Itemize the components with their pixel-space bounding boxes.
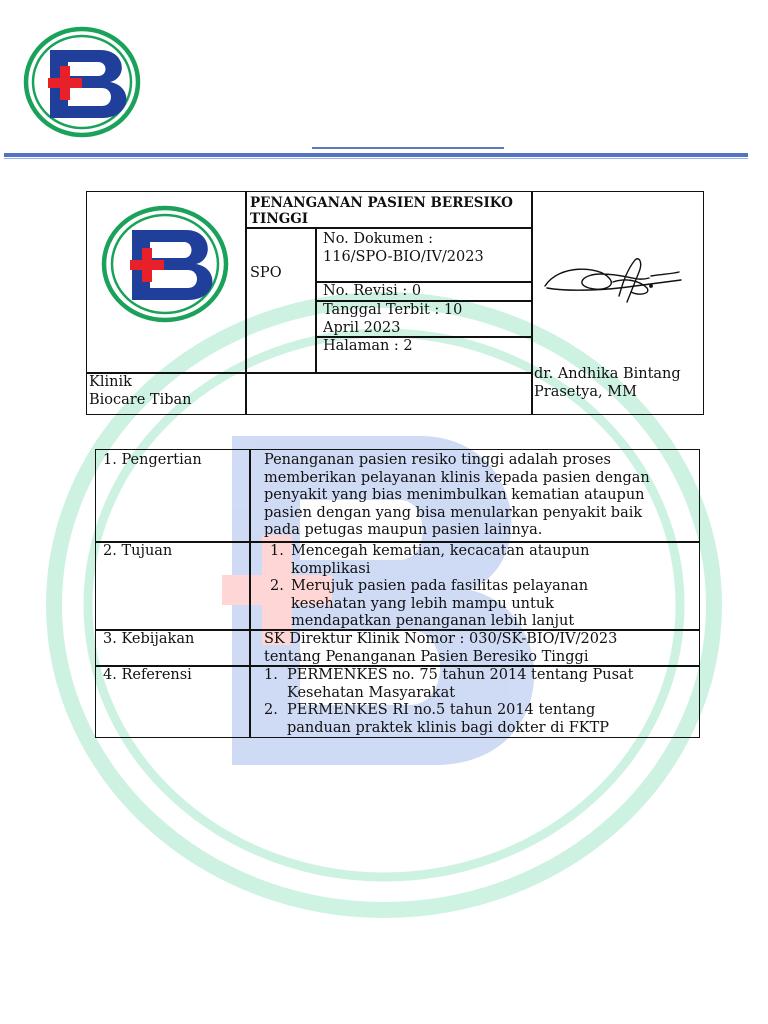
- page-number: Halaman : 2: [323, 338, 413, 354]
- list-item-number: 2.: [270, 578, 284, 594]
- clinic-name: Klinik Biocare Tiban: [89, 374, 192, 408]
- list-item-number: 1.: [264, 667, 278, 683]
- sop-content-table: [95, 449, 700, 738]
- section-label-tujuan: 2. Tujuan: [103, 543, 173, 559]
- header-rule-short: [312, 147, 504, 149]
- list-item-text: PERMENKES no. 75 tahun 2014 tentang Pusat Kesehatan Masyarakat: [287, 667, 634, 701]
- list-item-number: 1.: [270, 543, 284, 559]
- clinic-logo-icon: [100, 204, 230, 324]
- revision-number: No. Revisi : 0: [323, 283, 422, 299]
- doc-number: No. Dokumen : 116/SPO-BIO/IV/2023: [323, 231, 484, 265]
- header-rule-thin: [4, 158, 748, 159]
- section-text-kebijakan: SK Direktur Klinik Nomor : 030/SK-BIO/IV/2023 tentang Penanganan Pasien Beresiko Tinggi: [264, 631, 618, 665]
- list-item-text: Mencegah kematian, kecacatan ataupun komplikasi: [291, 543, 590, 577]
- list-item-text: PERMENKES RI no.5 tahun 2014 tentang panduan praktek klinis bagi dokter di FKTP: [287, 702, 610, 736]
- section-label-kebijakan: 3. Kebijakan: [103, 631, 195, 647]
- signatory-name: dr. Andhika Bintang Prasetya, MM: [534, 366, 681, 400]
- section-text-pengertian: Penanganan pasien resiko tinggi adalah proses memberikan pelayanan klinis kepada pasien dengan penyakit yang bias menimbulkan kematian ataupun pasien dengan yang bisa menularkan penyakit baik pada petugas maupun pasien lainnya.: [264, 452, 650, 538]
- list-item-text: Merujuk pasien pada fasilitas pelayanan kesehatan yang lebih mampu untuk mendapatkan penanganan lebih lanjut: [291, 578, 589, 629]
- spo-header-table: [86, 191, 704, 415]
- section-label-referensi: 4. Referensi: [103, 667, 192, 683]
- spo-title: PENANGANAN PASIEN BERESIKO TINGGI: [250, 195, 513, 227]
- spo-type-label: SPO: [250, 265, 282, 281]
- clinic-logo-icon: [22, 26, 142, 138]
- list-item-number: 2.: [264, 702, 278, 718]
- issue-date: Tanggal Terbit : 10 April 2023: [323, 302, 463, 336]
- section-label-pengertian: 1. Pengertian: [103, 452, 202, 468]
- handwritten-signature: [539, 252, 689, 307]
- header-rule: [4, 153, 748, 157]
